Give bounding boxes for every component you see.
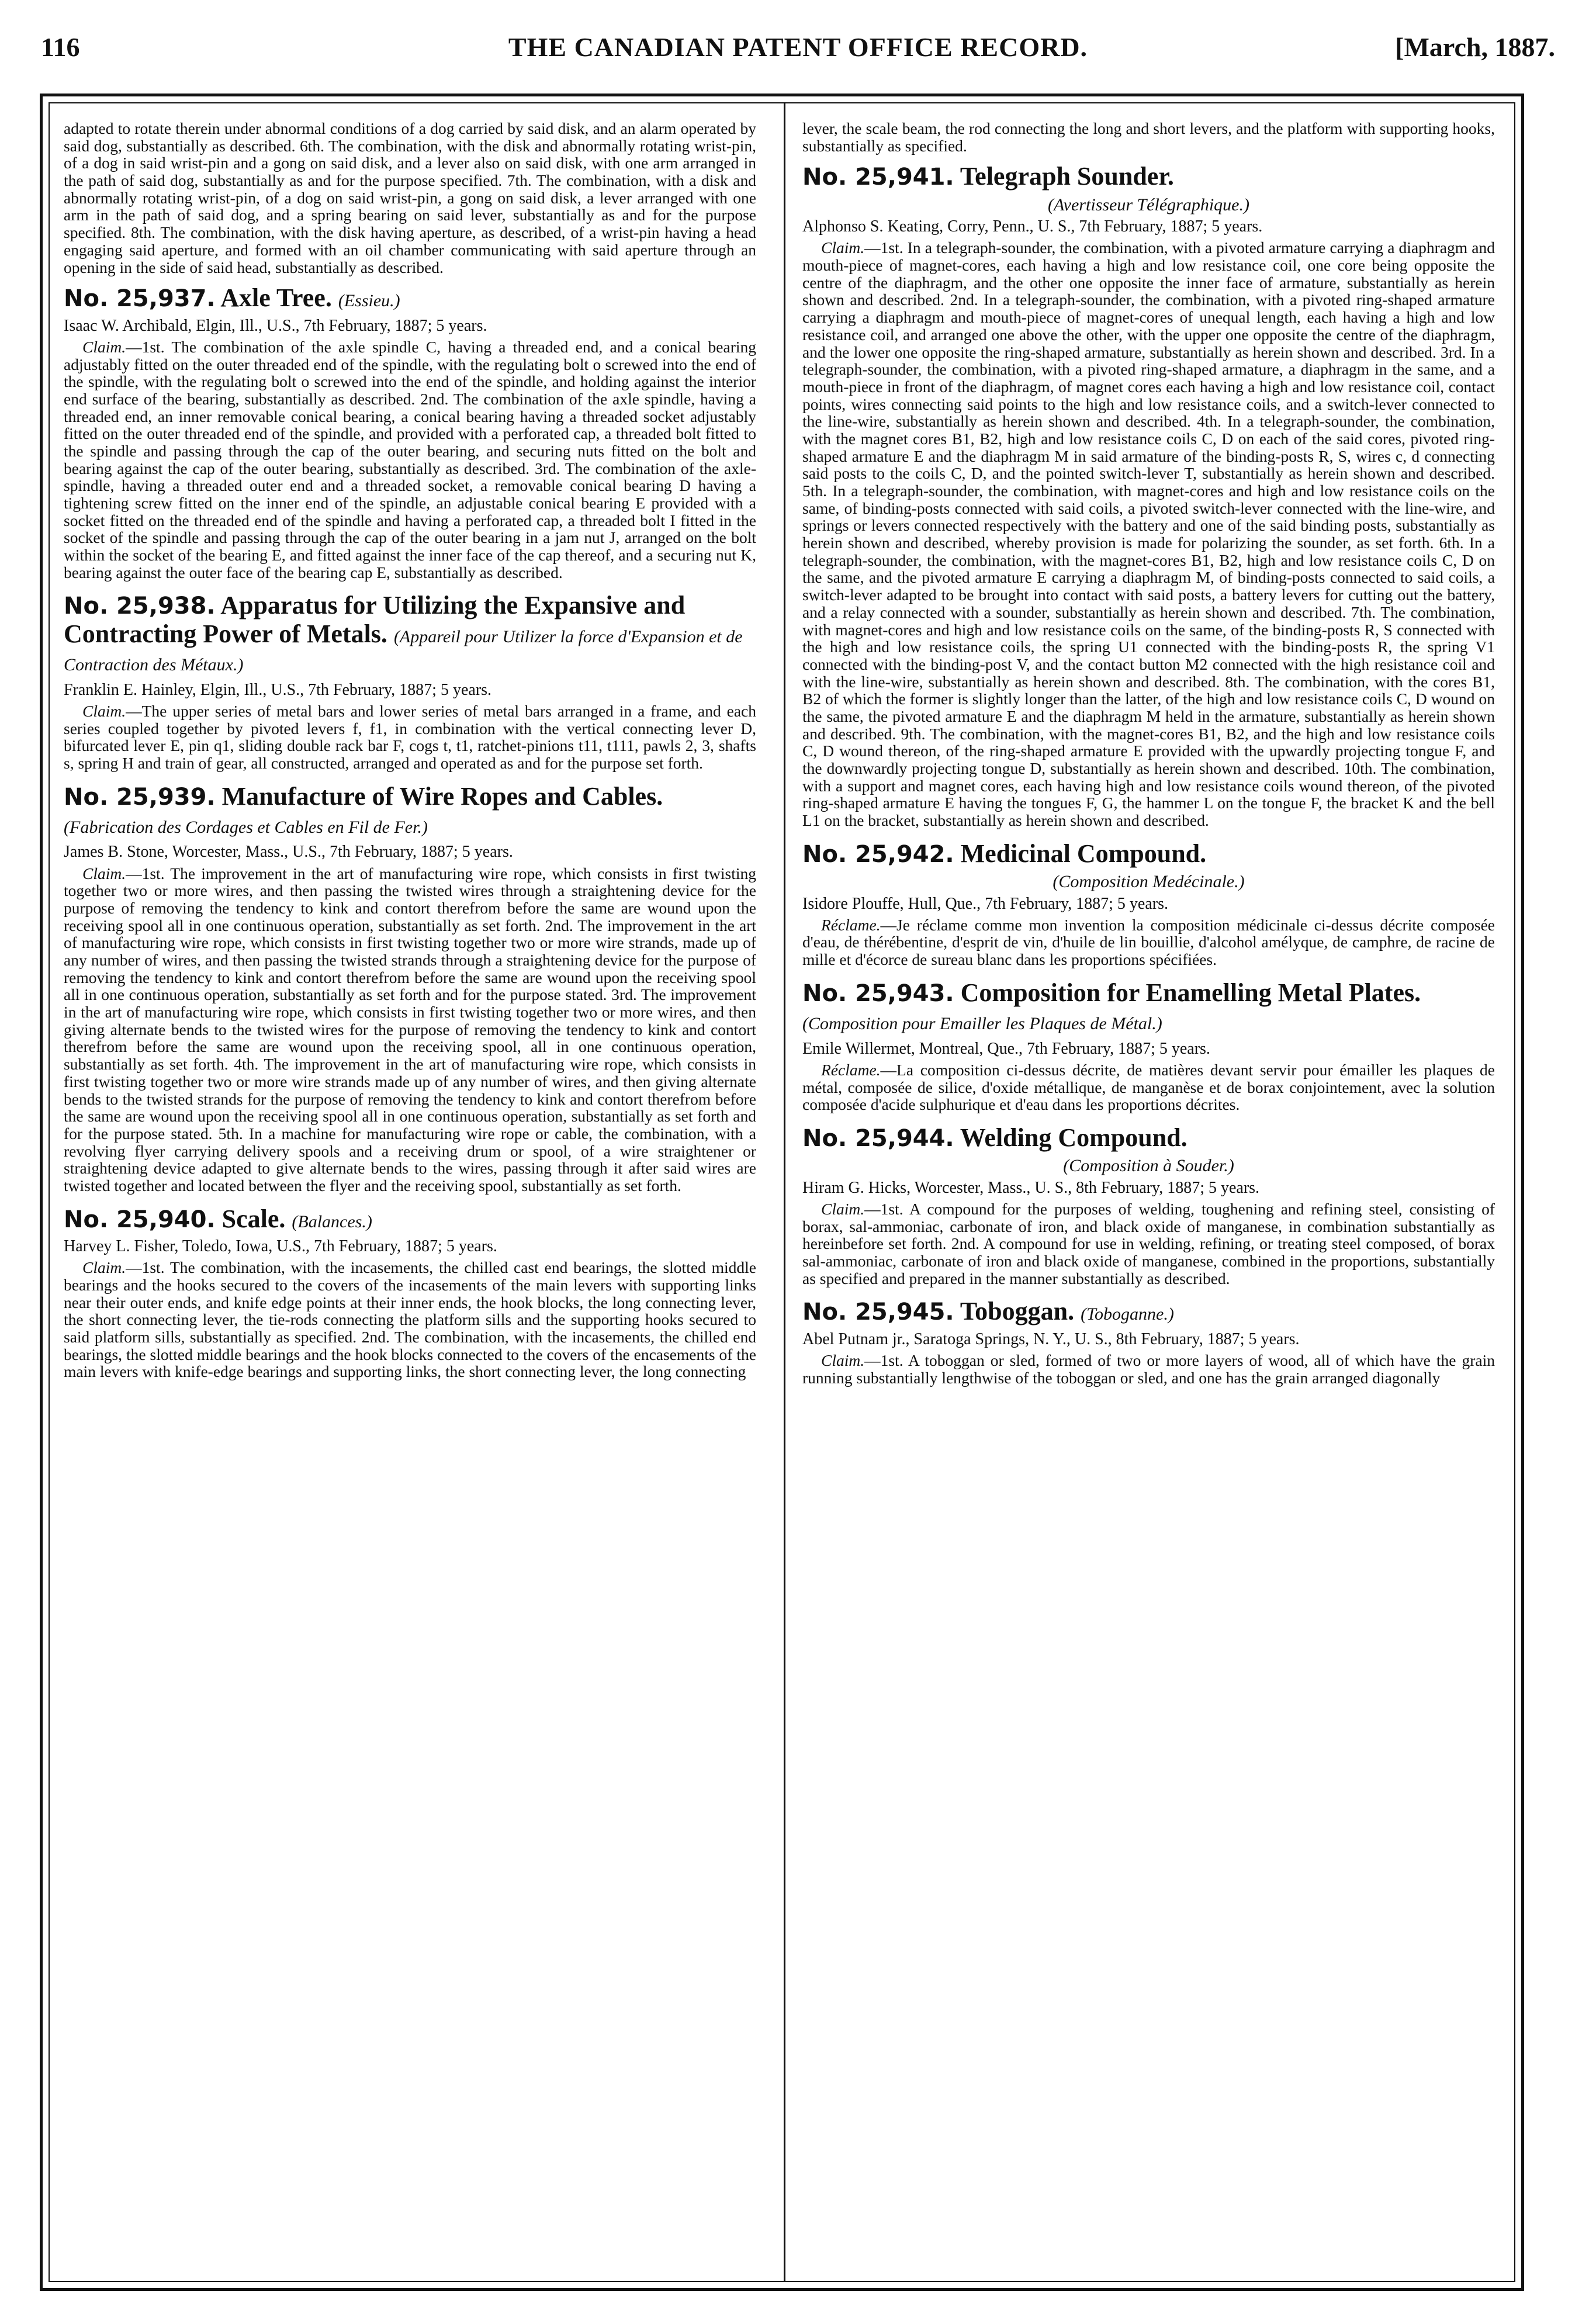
patent-25937 (64, 284, 756, 581)
page-frame (40, 94, 1524, 2291)
claim-label: Claim. (821, 238, 865, 257)
claim-text (64, 1259, 756, 1380)
patent-title: Telegraph Sounder. (960, 162, 1174, 191)
patent-25940 (64, 1205, 756, 1380)
claim-body: —1st. The improvement in the art of manufacturing wire rope, which consists in first twisting together two or more wires, and then passing the twisted wires through a straightening device for the purpose of removing the tendency to kink and contort therefrom before the same are wound upon the receiving spool all in one continuous operation, substantially as set forth. 2nd. The improvement in the art of manufacturing wire rope, which consists in first twisting together two or more wire strands, made up of any number of wires, and then passing the twisted strands through a straightening device for the purpose of removing the tendency to kink and contort therefrom before the same are wound upon the receiving spool all in one continuous operation, substantially as set forth and for the purpose stated. 3rd. The improvement in the art of manufacturing wire rope, which consists in first twisting together two or more wires, and then giving alternate bends to the twisted wires for the purpose of removing the tendency to kink and contort therefrom before the same are wound upon the receiving spool, all in one continuous operation, substantially as set forth. 4th. The improvement in the art of manufacturing wire rope, which consists in first twisting together two or more wire strands made up of any number of wires, and then giving alternate bends to the twisted strands for the purpose of removing the tendency to kink and contort therefrom before the same are wound upon the receiving spool all in one continuous operation, substantially as set forth and for the purpose stated. 5th. In a machine for manufacturing wire rope or cable, the combination, with a revolving flyer carrying delivery spools and a receiving drum or spool, of a wire straightener or straightening device adapted to give alternate bends to the wires, passing through it after said wires are twisted together and located between the flyer and the receiving spool, substantially as set forth. (64, 864, 756, 1195)
patent-25938 (64, 591, 756, 771)
claim-body: —1st. A compound for the purposes of welding, toughening and refining steel, consisting of borax, sal-ammoniac, carbonate of iron, and black oxide of manganese, in combination substantially as hereinbefore set forth. 2nd. A compound for use in welding, refining, or treating steel composed, of borax sal-ammoniac, carbonate of iron and black oxide of manganese, combined in the proportions, substantially as specified and prepared in the manner substantially as described. (802, 1199, 1495, 1287)
patent-heading (64, 1205, 756, 1233)
patent-heading (64, 591, 756, 676)
claim-label: Réclame. (821, 1060, 881, 1079)
patentee: Harvey L. Fisher, Toledo, Iowa, U.S., 7th February, 1887; 5 years. (64, 1237, 497, 1256)
patent-heading (802, 162, 1495, 191)
patent-number: No. 25,937. (64, 285, 216, 313)
patent-heading (802, 1124, 1495, 1152)
claim-label: Claim. (82, 1258, 126, 1277)
claim-label: Claim. (82, 337, 126, 356)
patent-translation: (Composition Medécinale.) (1053, 872, 1245, 892)
patent-translation: (Composition à Souder.) (1063, 1156, 1234, 1176)
patentee: Isaac W. Archibald, Elgin, Ill., U.S., 7th February, 1887; 5 years. (64, 316, 487, 335)
patent-number: No. 25,941. (802, 164, 954, 191)
patent-number: No. 25,938. (64, 593, 216, 620)
patentee: Isidore Plouffe, Hull, Que., 7th February, 1887; 5 years. (802, 894, 1168, 913)
patent-heading (64, 284, 756, 312)
patent-title: Axle Tree. (220, 283, 332, 313)
claim-body: —The upper series of metal bars and lower series of metal bars arranged in a frame, and each series coupled together by pivoted levers f, f1, in combination with the vertical connecting lever D, bifurcated lever E, pin q1, sliding double rack bar F, cogs t, t1, ratchet-pinions t11, t111, pawls 2, 3, shafts s, spring H and train of gear, all constructed, arranged and operated as and for the purpose set forth. (64, 701, 756, 772)
claim-text (64, 338, 756, 582)
patent-translation: (Avertisseur Télégraphique.) (1048, 195, 1249, 214)
patent-translation: (Appareil pour Utilizer la force d'Expansion et de Contraction des Métaux.) (64, 627, 743, 675)
left-column (64, 120, 756, 2259)
patent-translation: (Composition pour Emailler les Plaques de Métal.) (802, 1014, 1162, 1034)
claim-body: —La composition ci-dessus décrite, de matières devant servir pour émailler les plaques de métal, composée de silice, d'oxide métallique, de manganèse et de borax conjointement, avec la solution composée d'acide sulphurique et d'eau dans les proportions décrites. (802, 1060, 1495, 1114)
patent-25942 (802, 840, 1495, 968)
claim-text (802, 1200, 1495, 1287)
claim-text (802, 1352, 1495, 1386)
claim-label: Claim. (82, 701, 126, 720)
patent-25945 (802, 1297, 1495, 1386)
claim-body: —1st. A toboggan or sled, formed of two or more layers of wood, all of which have the grain running substantially lengthwise of the toboggan or sled, and one has the grain arranged diagonally (802, 1351, 1495, 1387)
patent-heading (802, 1297, 1495, 1325)
patent-title: Composition for Enamelling Metal Plates. (960, 978, 1421, 1007)
patent-number: No. 25,945. (802, 1299, 954, 1326)
patent-translation: (Fabrication des Cordages et Cables en Fil de Fer.) (64, 817, 428, 837)
patent-title: Apparatus for Utilizing the Expansive and Contracting Power of Metals. (64, 591, 686, 648)
patent-title: Medicinal Compound. (960, 839, 1207, 868)
claim-label: Claim. (82, 864, 126, 882)
patentee: Alphonso S. Keating, Corry, Penn., U. S., 7th February, 1887; 5 years. (802, 217, 1263, 236)
claim-body: —1st. The combination, with the incasements, the chilled cast end bearings, the slotted middle bearings and the hooks secured to the covers of the incasements of the main levers with supporting links near their outer ends, and knife edge points at their inner ends, the hook blocks, the long connecting lever, the short connecting lever, the tie-rods connecting the platform sills and the supporting hooks secured to said platform sills, substantially as specified. 2nd. The combination, with the incasements, the chilled end bearings, the slotted middle bearings and the hook blocks connected to the covers of the encasements of the main levers with knife-edge bearings and supporting links, the short connecting lever, the long connecting (64, 1258, 756, 1381)
claim-body: —Je réclame comme mon invention la composition médicinale ci-dessus décrite composée d'eau, de thérébentine, d'esprit de vin, d'huile de lin bouillie, d'alcohol amélyque, de camphre, de racine de mille et d'écorce de sureau blanc dans les proportions spécifiées. (802, 915, 1495, 969)
patent-title: Welding Compound. (960, 1123, 1188, 1152)
patent-25941 (802, 162, 1495, 829)
patent-heading (802, 979, 1495, 1036)
claim-text (802, 1061, 1495, 1113)
claim-label: Réclame. (821, 915, 881, 934)
patent-translation: (Toboganne.) (1081, 1304, 1174, 1324)
patentee: Hiram G. Hicks, Worcester, Mass., U. S., 8th February, 1887; 5 years. (802, 1178, 1260, 1197)
patent-25939 (64, 783, 756, 1195)
patent-number: No. 25,940. (64, 1206, 216, 1233)
right-column (802, 120, 1495, 2259)
patent-25944 (802, 1124, 1495, 1287)
issue-date: [March, 1887. (1395, 32, 1555, 62)
continued-claim: lever, the scale beam, the rod connecting the long and short levers, and the platform with supporting hooks, substantially as specified. (802, 120, 1495, 155)
patent-number: No. 25,942. (802, 840, 954, 868)
patentee: Abel Putnam jr., Saratoga Springs, N. Y., U. S., 8th February, 1887; 5 years. (802, 1330, 1300, 1348)
patent-heading (64, 783, 756, 839)
patent-heading (802, 840, 1495, 868)
patentee: Franklin E. Hainley, Elgin, Ill., U.S., 7th February, 1887; 5 years. (64, 680, 492, 699)
claim-body: —1st. In a telegraph-sounder, the combination, with a pivoted armature carrying a diaphragm and mouth-piece of magnet-cores, each having a high and low resistance coil, one core being opposite the centre of the diaphragm, and the other one opposite the inner face of armature, substantially as herein shown and described. 2nd. In a telegraph-sounder, the combination, with a pivoted ring-shaped armature carrying a diaphragm and mouth-piece of magnet-cores of unequal length, each having a high and low resistance coil, and arranged one above the other, with the upper one opposite the centre of the diaphragm, and the lower one opposite the ring-shaped armature, substantially as herein shown and described. 3rd. In a telegraph-sounder, the combination, with a pivoted ring-shaped armature, a diaphragm in the same, and a mouth-piece in front of the diaphragm, of magnet cores each having a high and low resistance coil, contact points, wires connecting said points to the high and low resistance coils, and a switch-lever connected to the line-wire, substantially as herein shown and described. 4th. In a telegraph-sounder, the combination, with the magnet cores B1, B2, high and low resistance coils C, D on each of the said cores, pivoted ring-shaped armature E and the diaphragm M in said armature of the binding-posts R, S, wires c, d connecting said posts to the coils C, D, and the pointed switch-lever T, substantially as herein shown and described. 5th. In a telegraph-sounder, the combination, with magnet-cores and high and low resistance coils on the same, of binding-posts connected with said coils, a pivoted switch-lever connected with the line-wire, and springs or levers connected respectively with the battery and one of the said binding posts, substantially as herein shown and described, whereby provision is made for polarizing the sounder, as set forth. 6th. In a telegraph-sounder, the combination, with the magnet-cores B1, B2, high and low resistance coils C, D on the same, and the pivoted armature E carrying a diaphragm M, of binding-posts connected to said coils, a switch-lever adapted to be brought into contact with said posts, a battery levers for cutting out the battery, and a relay connected with a sounder, substantially as herein shown and described. 7th. The combination, with magnet-cores and high and low resistance coils on the same, of the binding-posts R, S connected with the high and low resistance coils, the spring U1 connected with the binding-posts R, the spring V1 connected with the binding-post V, and the contact button M2 connected with the high resistance coil and with the line-wire, substantially as herein shown and described. 8th. The combination, with the cores B1, B2 of which the former is slightly longer than the latter, of the high and low resistance coils C, D wound on the same, the pivoted armature E and the diaphragm M held in the armature, substantially as herein shown and described. 9th. The combination, with the magnet-cores B1, B2, and the high and low resistance coils C, D wound thereon, of the ring-shaped armature E provided with the upwardly projecting tongue F, and the downwardly projecting tongue D, substantially as herein shown and described. 10th. The combination, with a support and magnet cores, each having high and low resistance coils wound thereon, of the pivoted ring-shaped armature E having the tongues F, G, the hammer L on the tongue F, the bracket K and the bell L1 on the bracket, substantially as herein shown and described. (802, 238, 1495, 830)
claim-body: —1st. The combination of the axle spindle C, having a threaded end, and a conical bearing adjustably fitted on the outer threaded end of the spindle, with the regulating bolt o screwed into the end of the spindle, with the regulating bolt o screwed into the end of the spindle, and holding against the interior end surface of the bearing, substantially as described. 2nd. The combination of the axle spindle, having a threaded end, an inner removable conical bearing, a conical bearing having a threaded socket adjustably fitted on the outer threaded end of the spindle, and provided with a perforated cap, a threaded bolt fitted to the spindle and passing through the cap of the outer bearing, and securing nuts fitted on the bolt and bearing against the cap of the outer bearing, substantially as described. 3rd. The combination of the axle-spindle, having a threaded outer end and a threaded socket, a removable conical bearing D having a tightening screw fitted on the inner end of the spindle, an adjustable conical bearing E provided with a socket fitted on the threaded end of the spindle and having a perforated cap, a threaded bolt I fitted in the socket of the spindle and passing through the cap of the outer bearing in a jam nut J, arranged on the bolt within the socket of the bearing E, and fitted against the inner face of the cap thereof, and a securing nut K, bearing against the outer face of the bearing cap E, substantially as described. (64, 337, 756, 582)
claim-text (802, 239, 1495, 829)
claim-text (802, 916, 1495, 968)
page-number: 116 (41, 32, 80, 62)
patent-translation: (Balances.) (292, 1212, 372, 1231)
journal-title: THE CANADIAN PATENT OFFICE RECORD. (508, 32, 1088, 62)
patent-number: No. 25,943. (802, 979, 954, 1007)
claim-text (64, 702, 756, 772)
patent-number: No. 25,939. (64, 783, 216, 811)
column-rule (784, 102, 785, 2282)
patentee: James B. Stone, Worcester, Mass., U.S., 7th February, 1887; 5 years. (64, 843, 513, 861)
patent-title: Manufacture of Wire Ropes and Cables. (221, 781, 663, 811)
continued-claim: adapted to rotate therein under abnormal conditions of a dog carried by said disk, and an alarm operated by said dog, substantially as described. 6th. The combination, with the disk and abnormally rotating wrist-pin, of a dog in said wrist-pin and a gong on said disk, and a lever also on said disk, with one arm arranged in the path of said dog, substantially as and for the purpose specified. 7th. The combination, with a disk and abnormally rotating wrist-pin, of a dog on said wrist-pin, a gong on said disk, a lever arranged with one arm in the path of said dog, and a spring bearing on said lever, substantially as and for the purpose specified. 8th. The combination, with the disk having aperture, as described, of a wrist-pin having a head engaging said aperture, and formed with an oil chamber communicating with said aperture through an opening in the side of said head, substantially as described. (64, 120, 756, 276)
patent-25943 (802, 979, 1495, 1113)
claim-text (64, 865, 756, 1195)
patent-number: No. 25,944. (802, 1124, 954, 1152)
running-head (41, 26, 1555, 78)
patent-title: Toboggan. (960, 1297, 1075, 1326)
patentee: Emile Willermet, Montreal, Que., 7th February, 1887; 5 years. (802, 1039, 1210, 1058)
patent-title: Scale. (221, 1204, 286, 1233)
claim-label: Claim. (821, 1199, 865, 1218)
patent-translation: (Essieu.) (338, 291, 400, 311)
claim-label: Claim. (821, 1351, 865, 1369)
